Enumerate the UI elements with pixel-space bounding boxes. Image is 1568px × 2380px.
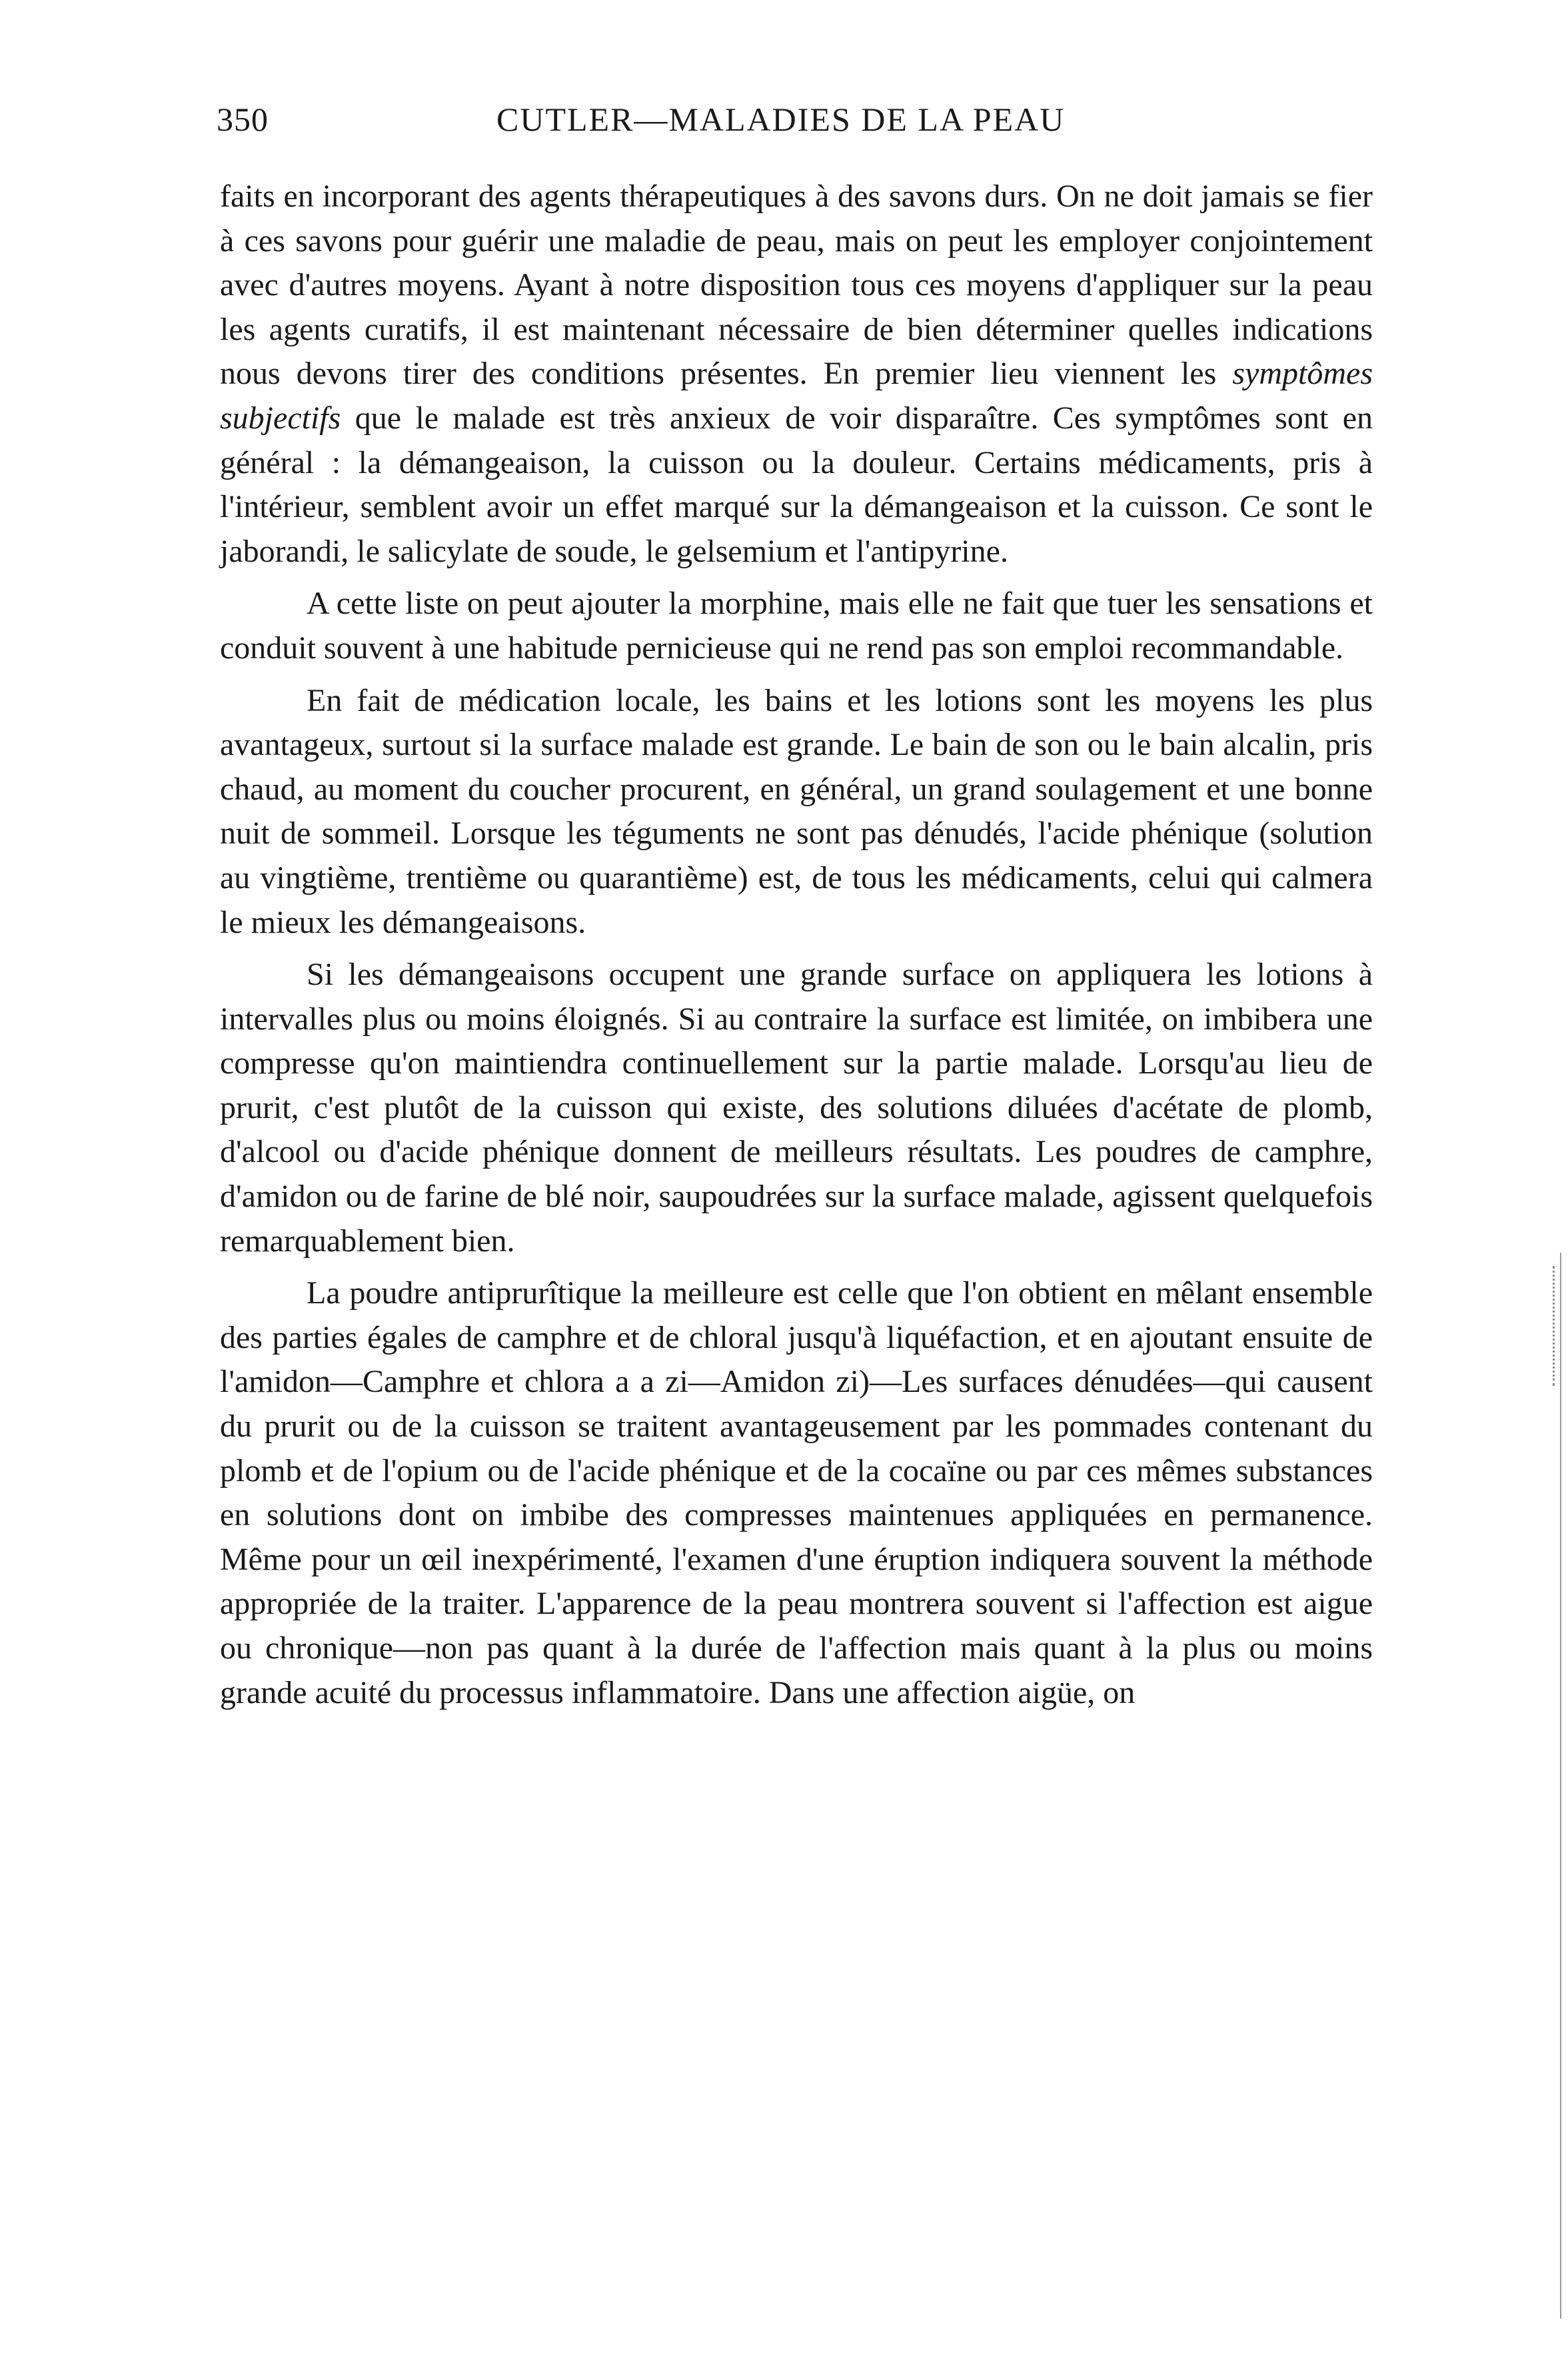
page-number: 350: [217, 101, 269, 138]
paragraph-1-text-b: que le malade est très anxieux de voir disparaître. Ces symptômes sont en général : la démangeaison, la cuisson ou la douleur. Certains médicaments, pris à l'intérieur, semblent avoir un effet marqué sur la démangeaison et la cuisson. Ce sont le jaborandi, le salicylate de soude, le gelsemium et l'antipyrine.: [220, 400, 1373, 569]
page-edge-shadow: [1560, 1253, 1561, 2319]
paragraph-1-italic-term: symptômes subjectifs: [220, 356, 1373, 436]
paragraph-1-text-a: faits en incorporant des agents thérapeutiques à des savons durs. On ne doit jamais se fier à ces savons pour guérir une maladie de peau, mais on peut les employer conjointement avec d'autres moyens. Ayant à notre disposition tous ces moyens d'appliquer sur la peau les agents curatifs, il est maintenant nécessaire de bien déterminer quelles indications nous devons tirer des conditions présentes. En premier lieu viennent les: [220, 179, 1373, 392]
margin-scan-marks: [1553, 1266, 1557, 1386]
paragraph-2: A cette liste on peut ajouter la morphine, mais elle ne fait que tuer les sensations et conduit souvent à une habitude pernicieuse qui ne rend pas son emploi recommandable.: [220, 586, 1373, 666]
page-header: [217, 100, 1376, 153]
paragraph-4: Si les démangeaisons occupent une grande surface on appliquera les lotions à intervalles plus ou moins éloignés. Si au contraire la surface est limitée, on imbibera une compresse qu'on maintiendra continuellement sur la partie malade. Lorsqu'au lieu de prurit, c'est plutôt de la cuisson qui existe, des solutions diluées d'acétate de plomb, d'alcool ou d'acide phénique donnent de meilleurs résultats. Les poudres de camphre, d'amidon ou de farine de blé noir, saupoudrées sur la surface malade, agissent quelquefois remarquablement bien.: [220, 957, 1373, 1259]
paragraph-1: [220, 175, 1373, 574]
running-title: CUTLER—MALADIES DE LA PEAU: [496, 101, 1066, 138]
body-text: [220, 175, 1373, 1715]
paragraph-3: En fait de médication locale, les bains et les lotions sont les moyens les plus avantageux, surtout si la surface malade est grande. Le bain de son ou le bain alcalin, pris chaud, au moment du coucher procurent, en général, un grand soulagement et une bonne nuit de sommeil. Lorsque les téguments ne sont pas dénudés, l'acide phénique (solution au vingtième, trentième ou quarantième) est, de tous les médicaments, celui qui calmera le mieux les démangeaisons.: [220, 682, 1373, 940]
paragraph-5: La poudre antiprurîtique la meilleure est celle que l'on obtient en mêlant ensemble des parties égales de camphre et de chloral jusqu'à liquéfaction, et en ajoutant ensuite de l'amidon—Camphre et chlora a a zi—Amidon zi)—Les surfaces dénudées—qui causent du prurit ou de la cuisson se traitent avantageusement par les pommades contenant du plomb et de l'opium ou de l'acide phénique et de la cocaïne ou par ces mêmes substances en solutions dont on imbibe des compresses maintenues appliquées en permanence. Même pour un œil inexpérimenté, l'examen d'une éruption indiquera souvent la méthode appropriée de la traiter. L'apparence de la peau montrera souvent si l'affection est aigue ou chronique—non pas quant à la durée de l'affection mais quant à la plus ou moins grande acuité du processus inflammatoire. Dans une affection aigüe, on: [220, 1275, 1373, 1710]
